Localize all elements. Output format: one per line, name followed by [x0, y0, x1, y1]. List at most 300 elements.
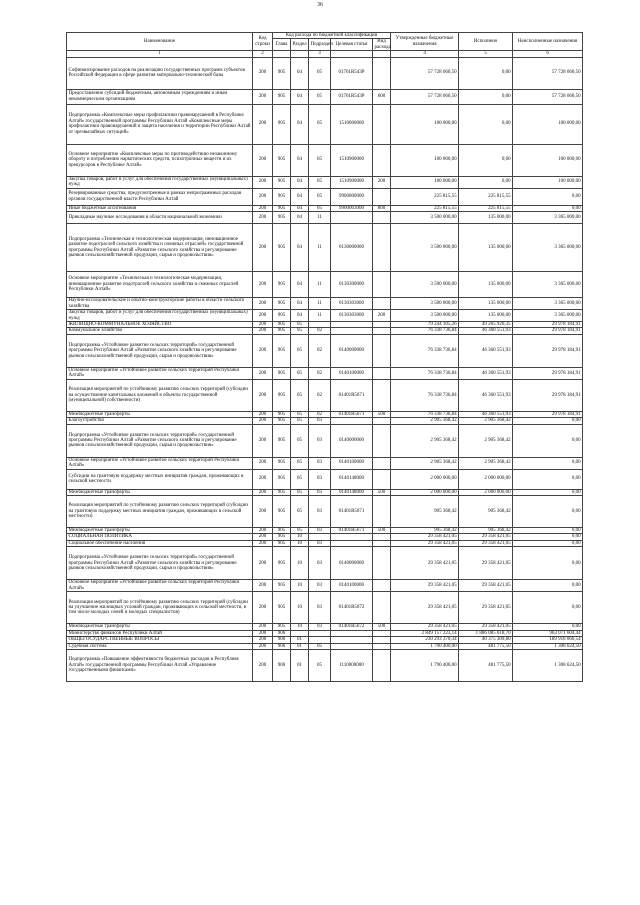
row-approved: 100 000,00: [391, 144, 459, 176]
table-row: [67, 104, 583, 144]
row-razdel: 10: [291, 592, 309, 624]
row-executed: 905 368,42: [459, 528, 513, 534]
row-unexecuted: 0,00: [513, 528, 583, 534]
row-razdel: 04: [291, 57, 309, 89]
row-executed: 29 358 421,05: [459, 624, 513, 630]
row-executed: 29 358 421,05: [459, 592, 513, 624]
row-podrazdel: 11: [309, 298, 331, 310]
row-razdel: 05: [291, 496, 309, 528]
row-razdel: 05: [291, 322, 309, 328]
row-expense-type: 500: [373, 624, 391, 630]
row-unexecuted: 57 728 060,50: [513, 57, 583, 89]
row-expense-type: [373, 224, 391, 272]
row-razdel: 10: [291, 624, 309, 630]
header-razdel: Раздел: [291, 39, 309, 51]
row-executed: 135 000,00: [459, 272, 513, 298]
table-row: [67, 496, 583, 528]
row-line-code: 200: [253, 547, 273, 580]
row-expense-type: 200: [373, 310, 391, 322]
row-glava: 905: [273, 188, 291, 205]
row-glava: 906: [273, 637, 291, 643]
row-executed: 2 000 000,00: [459, 469, 513, 489]
row-approved: 225 815,55: [391, 205, 459, 211]
row-executed: 481 775,50: [459, 649, 513, 681]
row-executed: 2 000 000,00: [459, 489, 513, 495]
row-name: Подпрограмма «Устойчивое развитие сельских территорий» государственной программы Республики Алтай «Развитие сельского хозяйства и регулирование рынков сельскохозяйственной продукции, сырья и продовольствия»: [67, 547, 253, 580]
row-line-code: 200: [253, 310, 273, 322]
table-row: [67, 224, 583, 272]
row-approved: 100 000,00: [391, 104, 459, 144]
row-name: Подпрограмма «Повышение эффективности бюджетных расходов в Республике Алтай» государственной программы Республики Алтай «Управление государственными финансами»: [67, 649, 253, 681]
row-expense-type: 500: [373, 411, 391, 417]
row-unexecuted: 1 308 624,50: [513, 643, 583, 649]
row-approved: 29 358 421,05: [391, 624, 459, 630]
row-unexecuted: 0,00: [513, 540, 583, 546]
row-unexecuted: 0,00: [513, 205, 583, 211]
row-target: 0140000000: [331, 424, 373, 457]
row-razdel: 04: [291, 144, 309, 176]
row-glava: 905: [273, 212, 291, 224]
row-line-code: 200: [253, 322, 273, 328]
row-podrazdel: 02: [309, 334, 331, 367]
index-cell: 5: [459, 51, 513, 57]
row-approved: 1 790 400,00: [391, 649, 459, 681]
row-glava: 905: [273, 328, 291, 334]
row-glava: 905: [273, 224, 291, 272]
row-target: 0130303000: [331, 298, 373, 310]
row-unexecuted: 0,00: [513, 580, 583, 592]
row-expense-type: [373, 188, 391, 205]
row-glava: 905: [273, 528, 291, 534]
header-target: Целевая статья: [331, 39, 373, 51]
row-approved: 29 358 421,05: [391, 580, 459, 592]
row-executed: 0,00: [459, 176, 513, 188]
row-podrazdel: 03: [309, 418, 331, 424]
row-name: Благоустройство: [67, 418, 253, 424]
row-approved: 76 338 736,84: [391, 367, 459, 379]
row-line-code: 200: [253, 334, 273, 367]
row-podrazdel: 11: [309, 272, 331, 298]
row-podrazdel: 05: [309, 188, 331, 205]
row-unexecuted: 3 365 000,00: [513, 224, 583, 272]
table-body: [67, 57, 583, 681]
row-target: 01401R5671: [331, 496, 373, 528]
row-line-code: 200: [253, 367, 273, 379]
row-approved: 3 500 000,00: [391, 224, 459, 272]
row-executed: 29 358 421,05: [459, 547, 513, 580]
row-glava: 905: [273, 411, 291, 417]
row-glava: 906: [273, 630, 291, 636]
row-expense-type: [373, 57, 391, 89]
row-razdel: 04: [291, 188, 309, 205]
row-approved: 57 728 060,50: [391, 57, 459, 89]
row-executed: 1 886 085 618,70: [459, 630, 513, 636]
row-name: ЖИЛИЩНО-КОММУНАЛЬНОЕ ХОЗЯЙСТВО: [67, 322, 253, 328]
row-name: Коммунальное хозяйство: [67, 328, 253, 334]
row-glava: 905: [273, 176, 291, 188]
row-line-code: 200: [253, 630, 273, 636]
row-razdel: 05: [291, 528, 309, 534]
row-glava: 905: [273, 540, 291, 546]
row-executed: 46 360 551,93: [459, 367, 513, 379]
row-approved: 230 293 370,34: [391, 637, 459, 643]
row-line-code: 200: [253, 272, 273, 298]
row-name: Закупка товаров, работ и услуг для обеспечения государственных (муниципальных) нужд: [67, 176, 253, 188]
row-executed: 46 360 551,93: [459, 328, 513, 334]
row-name: Министерство финансов Республики Алтай: [67, 630, 253, 636]
row-approved: 2 000 000,00: [391, 469, 459, 489]
row-approved: 1 790 400,00: [391, 643, 459, 649]
row-glava: 905: [273, 367, 291, 379]
row-podrazdel: 05: [309, 205, 331, 211]
table-row: [67, 272, 583, 298]
row-executed: 46 360 551,93: [459, 379, 513, 411]
row-target: 01401R5671: [331, 411, 373, 417]
row-target: 0140100000: [331, 367, 373, 379]
row-glava: 905: [273, 418, 291, 424]
row-executed: 46 360 551,93: [459, 411, 513, 417]
header-approved: Утвержденные бюджетные назначения: [391, 33, 459, 51]
row-target: 1510900000: [331, 176, 373, 188]
row-glava: 905: [273, 624, 291, 630]
table-row: [67, 367, 583, 379]
row-name: Прикладные научные исследования в области национальной экономики: [67, 212, 253, 224]
row-line-code: 200: [253, 205, 273, 211]
row-name: Иные бюджетные ассигнования: [67, 205, 253, 211]
row-razdel: 10: [291, 534, 309, 540]
row-unexecuted: 100 000,00: [513, 144, 583, 176]
row-name: Межбюджетные трансферты: [67, 528, 253, 534]
row-glava: 905: [273, 424, 291, 457]
row-glava: 905: [273, 580, 291, 592]
row-approved: 29 358 421,05: [391, 534, 459, 540]
row-razdel: 05: [291, 379, 309, 411]
row-expense-type: 200: [373, 176, 391, 188]
table-row: [67, 379, 583, 411]
row-executed: 225 815,55: [459, 188, 513, 205]
table-row: [67, 457, 583, 469]
row-executed: 225 815,55: [459, 205, 513, 211]
row-name: Резервированные средства, предусмотренные в рамках непрограммных расходов органов государственной власти Республики Алтай: [67, 188, 253, 205]
row-glava: 905: [273, 379, 291, 411]
row-target: 1510900000: [331, 144, 373, 176]
row-approved: 76 338 736,84: [391, 379, 459, 411]
row-name: Научно-исследовательские и опытно-конструкторские работы в области сельского хозяйства: [67, 298, 253, 310]
row-glava: 905: [273, 272, 291, 298]
table-row: [67, 469, 583, 489]
index-cell: 6: [513, 51, 583, 57]
row-name: Предоставление субсидий бюджетным, автономным учреждениям и иным некоммерческим организациям: [67, 89, 253, 104]
row-glava: 905: [273, 144, 291, 176]
row-razdel: 04: [291, 104, 309, 144]
row-line-code: 200: [253, 57, 273, 89]
row-executed: 135 000,00: [459, 310, 513, 322]
row-approved: 2 905 368,42: [391, 457, 459, 469]
header-expense-type: Вид расхода: [374, 39, 391, 50]
row-executed: 29 358 421,05: [459, 540, 513, 546]
row-unexecuted: 3 365 000,00: [513, 310, 583, 322]
row-executed: 2 905 368,42: [459, 424, 513, 457]
row-unexecuted: 29 978 184,91: [513, 328, 583, 334]
row-unexecuted: 0,00: [513, 592, 583, 624]
row-razdel: 10: [291, 540, 309, 546]
row-line-code: 200: [253, 328, 273, 334]
row-unexecuted: 29 978 184,91: [513, 379, 583, 411]
row-glava: 906: [273, 643, 291, 649]
table-row: [67, 144, 583, 176]
row-razdel: 04: [291, 310, 309, 322]
row-executed: 2 905 368,42: [459, 457, 513, 469]
row-name: Межбюджетные трансферты: [67, 624, 253, 630]
row-glava: 905: [273, 310, 291, 322]
row-line-code: 200: [253, 489, 273, 495]
row-unexecuted: 0,00: [513, 489, 583, 495]
row-razdel: 04: [291, 298, 309, 310]
index-cell: 4: [391, 51, 459, 57]
row-approved: 3 500 000,00: [391, 310, 459, 322]
row-glava: 905: [273, 496, 291, 528]
row-unexecuted: 0,00: [513, 188, 583, 205]
row-razdel: 05: [291, 424, 309, 457]
row-unexecuted: 0,00: [513, 457, 583, 469]
row-podrazdel: 11: [309, 212, 331, 224]
row-line-code: 200: [253, 496, 273, 528]
table-row: [67, 649, 583, 681]
row-razdel: 05: [291, 328, 309, 334]
row-target: 01401R5672: [331, 592, 373, 624]
row-razdel: 01: [291, 643, 309, 649]
row-line-code: 200: [253, 528, 273, 534]
row-glava: 905: [273, 89, 291, 104]
row-target: 01401R5671: [331, 528, 373, 534]
page-number: 36: [317, 2, 323, 8]
row-name: Межбюджетные трансферты: [67, 489, 253, 495]
row-podrazdel: 05: [309, 643, 331, 649]
row-unexecuted: 189 918 060,54: [513, 637, 583, 643]
row-line-code: 200: [253, 224, 273, 272]
row-line-code: 200: [253, 592, 273, 624]
row-name: Закупка товаров, работ и услуг для обеспечения государственных (муниципальных) нужд: [67, 310, 253, 322]
row-razdel: 01: [291, 637, 309, 643]
row-approved: 29 358 421,05: [391, 547, 459, 580]
row-expense-type: [373, 367, 391, 379]
row-line-code: 200: [253, 540, 273, 546]
row-target: 01401R5672: [331, 624, 373, 630]
row-approved: 3 500 000,00: [391, 212, 459, 224]
row-line-code: 200: [253, 649, 273, 681]
header-name: Наименование: [67, 33, 253, 51]
row-line-code: 200: [253, 188, 273, 205]
row-line-code: 200: [253, 643, 273, 649]
row-expense-type: 800: [373, 205, 391, 211]
row-line-code: 200: [253, 144, 273, 176]
header-podrazdel: Подраздел: [309, 39, 331, 51]
row-podrazdel: 05: [309, 104, 331, 144]
row-approved: 2 905 368,42: [391, 418, 459, 424]
row-glava: 906: [273, 649, 291, 681]
index-cell: 1: [67, 51, 253, 57]
table-row: [67, 89, 583, 104]
row-executed: 0,00: [459, 144, 513, 176]
row-razdel: 05: [291, 411, 309, 417]
row-razdel: 04: [291, 212, 309, 224]
row-name: Софинансирование расходов на реализацию государственных программ субъектов Российской Федерации в сфере развития материально-технической базы: [67, 57, 253, 89]
row-approved: 29 358 421,05: [391, 592, 459, 624]
row-name: Основное мероприятие «Устойчивое развитие сельских территорий Республики Алтай»: [67, 457, 253, 469]
row-expense-type: [373, 298, 391, 310]
table-row: [67, 176, 583, 188]
row-name: Основное мероприятие «Комплексные меры по противодействию незаконному обороту и потреблению наркотических средств, психотропных веществ и их прекурсоров в Республике Алтай»: [67, 144, 253, 176]
row-target: 1510000000: [331, 104, 373, 144]
row-target: 0140000000: [331, 334, 373, 367]
row-target: 0130300000: [331, 272, 373, 298]
row-razdel: 05: [291, 489, 309, 495]
row-unexecuted: 29 978 184,91: [513, 322, 583, 328]
row-podrazdel: 05: [309, 649, 331, 681]
row-target: 01701R543P: [331, 89, 373, 104]
row-target: 9900003000: [331, 205, 373, 211]
row-unexecuted: 0,00: [513, 534, 583, 540]
row-name: ОБЩЕГОСУДАРСТВЕННЫЕ ВОПРОСЫ: [67, 637, 253, 643]
row-line-code: 200: [253, 176, 273, 188]
row-line-code: 200: [253, 379, 273, 411]
row-name: Подпрограмма «Комплексные меры профилактики правонарушений в Республике Алтай» государственной программы Республики Алтай «Комплексные меры профилактики правонарушений и защита населения и территории Республики Алтай от чрезвычайных ситуаций»: [67, 104, 253, 144]
row-podrazdel: 03: [309, 592, 331, 624]
row-executed: 0,00: [459, 57, 513, 89]
row-razdel: 05: [291, 334, 309, 367]
row-razdel: 05: [291, 418, 309, 424]
row-executed: 29 358 421,05: [459, 580, 513, 592]
row-podrazdel: 11: [309, 310, 331, 322]
row-executed: 135 000,00: [459, 224, 513, 272]
row-unexecuted: 29 978 184,91: [513, 411, 583, 417]
row-approved: 3 500 000,00: [391, 272, 459, 298]
row-unexecuted: 100 000,00: [513, 104, 583, 144]
row-glava: 905: [273, 104, 291, 144]
row-glava: 905: [273, 298, 291, 310]
row-target: 9900000000: [331, 188, 373, 205]
row-line-code: 200: [253, 534, 273, 540]
row-name: Подпрограмма «Устойчивое развитие сельских территорий» государственной программы Республики Алтай «Развитие сельского хозяйства и регулирование рынков сельскохозяйственной продукции, сырья и продовольствия»: [67, 334, 253, 367]
row-target: 0140000000: [331, 547, 373, 580]
row-razdel: 10: [291, 547, 309, 580]
row-expense-type: [373, 272, 391, 298]
row-podrazdel: 03: [309, 496, 331, 528]
row-razdel: 05: [291, 367, 309, 379]
row-executed: 40 375 309,80: [459, 637, 513, 643]
header-budget-class-codes: Код расхода по бюджетной классификации: [273, 33, 391, 39]
row-podrazdel: 05: [309, 57, 331, 89]
row-razdel: 04: [291, 205, 309, 211]
table-row: [67, 424, 583, 457]
row-expense-type: [373, 592, 391, 624]
row-name: Основное мероприятие «Устойчивое развитие сельских территорий Республики Алтай»: [67, 580, 253, 592]
row-approved: 2 905 368,42: [391, 424, 459, 457]
row-approved: 905 368,42: [391, 496, 459, 528]
row-target: 0130303000: [331, 310, 373, 322]
row-expense-type: [373, 424, 391, 457]
row-name: Субсидии на грантовую поддержку местных инициатив граждан, проживающих в сельской местности: [67, 469, 253, 489]
budget-table: [66, 32, 583, 682]
row-line-code: 200: [253, 411, 273, 417]
row-unexecuted: 29 978 184,91: [513, 367, 583, 379]
row-podrazdel: 05: [309, 176, 331, 188]
row-name: Подпрограмма «Устойчивое развитие сельских территорий» государственной программы Республики Алтай «Развитие сельского хозяйства и регулирование рынков сельскохозяйственной продукции, сырья и продовольствия»: [67, 424, 253, 457]
row-name: Социальное обеспечение населения: [67, 540, 253, 546]
row-podrazdel: 02: [309, 367, 331, 379]
row-unexecuted: 0,00: [513, 418, 583, 424]
row-unexecuted: 0,00: [513, 469, 583, 489]
row-podrazdel: 05: [309, 89, 331, 104]
row-approved: 100 000,00: [391, 176, 459, 188]
row-name: Реализация мероприятий по устойчивому развитию сельских территорий (субсидии на грантовую поддержку местных инициатив граждан, проживающих в сельской местности): [67, 496, 253, 528]
table-row: [67, 298, 583, 310]
row-target: [331, 212, 373, 224]
row-glava: 905: [273, 334, 291, 367]
header-line-code: Код строки: [253, 33, 273, 51]
row-unexecuted: 100 000,00: [513, 176, 583, 188]
row-line-code: 200: [253, 580, 273, 592]
row-expense-type: [373, 212, 391, 224]
row-unexecuted: 1 308 624,50: [513, 649, 583, 681]
row-podrazdel: 03: [309, 624, 331, 630]
row-approved: 3 500 000,00: [391, 298, 459, 310]
row-target: 0140148000: [331, 469, 373, 489]
row-executed: 46 360 551,93: [459, 334, 513, 367]
row-target: 0140100000: [331, 457, 373, 469]
row-glava: 905: [273, 592, 291, 624]
row-executed: 0,00: [459, 89, 513, 104]
row-line-code: 200: [253, 624, 273, 630]
row-razdel: 10: [291, 580, 309, 592]
row-approved: 2 849 157 223,14: [391, 630, 459, 636]
row-line-code: 200: [253, 104, 273, 144]
row-podrazdel: 03: [309, 547, 331, 580]
table-row: [67, 592, 583, 624]
row-line-code: 200: [253, 298, 273, 310]
table-row: [67, 57, 583, 89]
row-approved: 225 815,55: [391, 188, 459, 205]
row-expense-type: [373, 379, 391, 411]
row-unexecuted: 29 978 184,91: [513, 334, 583, 367]
row-approved: 57 728 060,50: [391, 89, 459, 104]
row-expense-type: [373, 649, 391, 681]
row-podrazdel: 02: [309, 411, 331, 417]
row-razdel: 01: [291, 649, 309, 681]
row-executed: 2 905 368,42: [459, 418, 513, 424]
header-glava: Глава: [273, 39, 291, 51]
row-executed: 135 000,00: [459, 298, 513, 310]
row-line-code: 200: [253, 89, 273, 104]
row-glava: 905: [273, 322, 291, 328]
row-razdel: 04: [291, 272, 309, 298]
row-podrazdel: 02: [309, 328, 331, 334]
row-podrazdel: 03: [309, 469, 331, 489]
row-executed: 135 000,00: [459, 212, 513, 224]
row-name: Судебная система: [67, 643, 253, 649]
row-expense-type: [373, 580, 391, 592]
table-row: [67, 188, 583, 205]
row-approved: 29 358 421,05: [391, 540, 459, 546]
row-target: 1110000000: [331, 649, 373, 681]
row-glava: 905: [273, 57, 291, 89]
table-row: [67, 547, 583, 580]
row-podrazdel: 03: [309, 580, 331, 592]
index-cell: 3: [309, 51, 331, 57]
row-podrazdel: 03: [309, 540, 331, 546]
table-row: [67, 212, 583, 224]
row-razdel: 05: [291, 457, 309, 469]
